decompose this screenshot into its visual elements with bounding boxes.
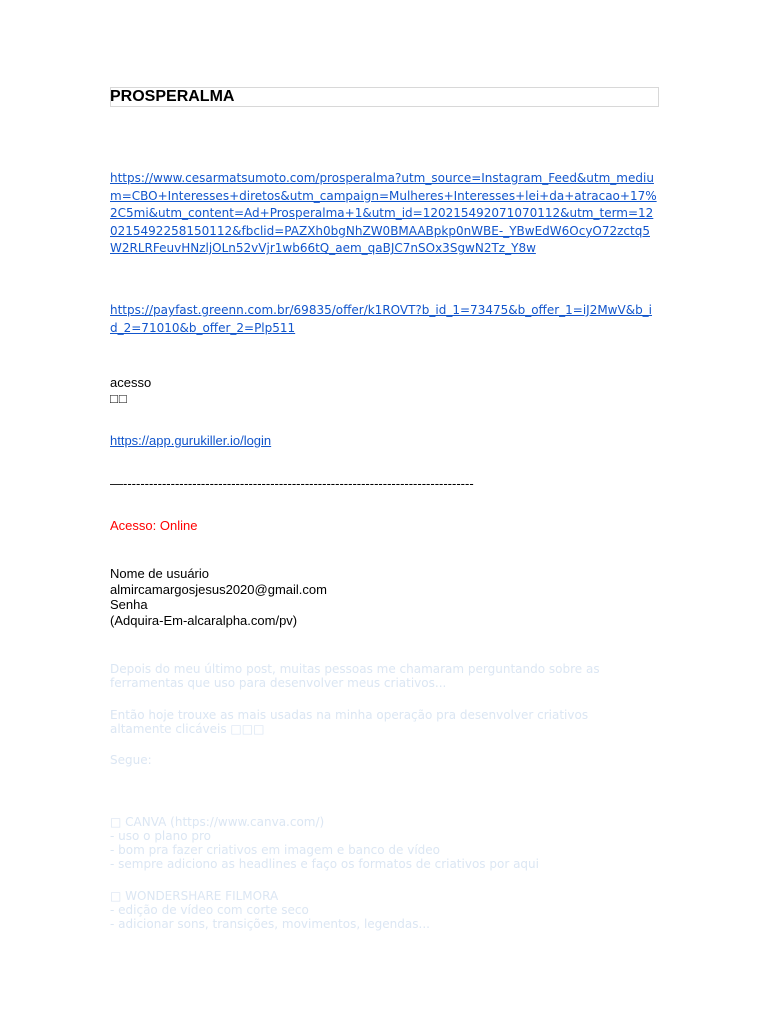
missing-glyph-icon: □□: [110, 391, 128, 406]
password-label: Senha: [110, 597, 148, 612]
canva-section: [110, 815, 658, 871]
status-text: Acesso: Online: [110, 518, 198, 533]
list-item: - sempre adiciono as headlines e faço os formatos de criativos por aqui: [110, 857, 539, 871]
prosperalma-link[interactable]: https://www.cesarmatsumoto.com/prosperalma?utm_source=Instagram_Feed&utm_medium=CBO+Interesses+diretos&utm_campaign=Mulheres+Interesses+lei+da+atracao+17%2C5mi&utm_content=Ad+Prosperalma+1&utm_id=120215492071070112&utm_term=120215492258150112&fbclid=PAZXh0bgNhZW0BMAABpkp0nWBE-_YBwEdW6OcyO72zctq5W2RLRFeuvHNzljOLn52vVjr1wb66tQ_aem_qaBJC7nSOx3SgwN2Tz_Y8w: [110, 171, 657, 256]
canva-heading: □ CANVA (https://www.canva.com/): [110, 815, 325, 829]
document-title: PROSPERALMA: [110, 88, 235, 105]
faded-line: Então hoje trouxe as mais usadas na minha operação pra desenvolver criativos: [110, 708, 589, 722]
faded-line: altamente clicáveis □□□: [110, 722, 265, 736]
faded-paragraph-2: [110, 708, 658, 736]
list-item: - uso o plano pro: [110, 829, 212, 843]
faded-paragraph-3: Segue:: [110, 753, 152, 767]
faded-paragraph-1: [110, 662, 658, 690]
credentials-block: [110, 566, 327, 628]
username-value: almircamargosjesus2020@gmail.com: [110, 581, 327, 597]
list-item: - bom pra fazer criativos em imagem e banco de vídeo: [110, 843, 440, 857]
faded-line: Depois do meu último post, muitas pessoas me chamaram perguntando sobre as: [110, 662, 600, 676]
username-label: Nome de usuário: [110, 566, 209, 581]
acesso-label: acesso: [110, 375, 152, 390]
list-item: - edição de vídeo com corte seco: [110, 903, 309, 917]
payfast-offer-link[interactable]: https://payfast.greenn.com.br/69835/offer/k1ROVT?b_id_1=73475&b_offer_1=iJ2MwV&b_id_2=71010&b_offer_2=Plp511: [110, 303, 653, 335]
gurukiller-login-link[interactable]: https://app.gurukiller.io/login: [110, 433, 272, 448]
faded-line: ferramentas que uso para desenvolver meus criativos...: [110, 676, 447, 690]
password-value: (Adquira-Em-alcaralpha.com/pv): [110, 612, 298, 628]
list-item: - adicionar sons, transições, movimentos, legendas...: [110, 917, 430, 931]
filmora-heading: □ WONDERSHARE FILMORA: [110, 889, 279, 903]
divider-line: —---------------------------------------------------------------------------------: [110, 476, 474, 491]
filmora-section: [110, 889, 658, 931]
